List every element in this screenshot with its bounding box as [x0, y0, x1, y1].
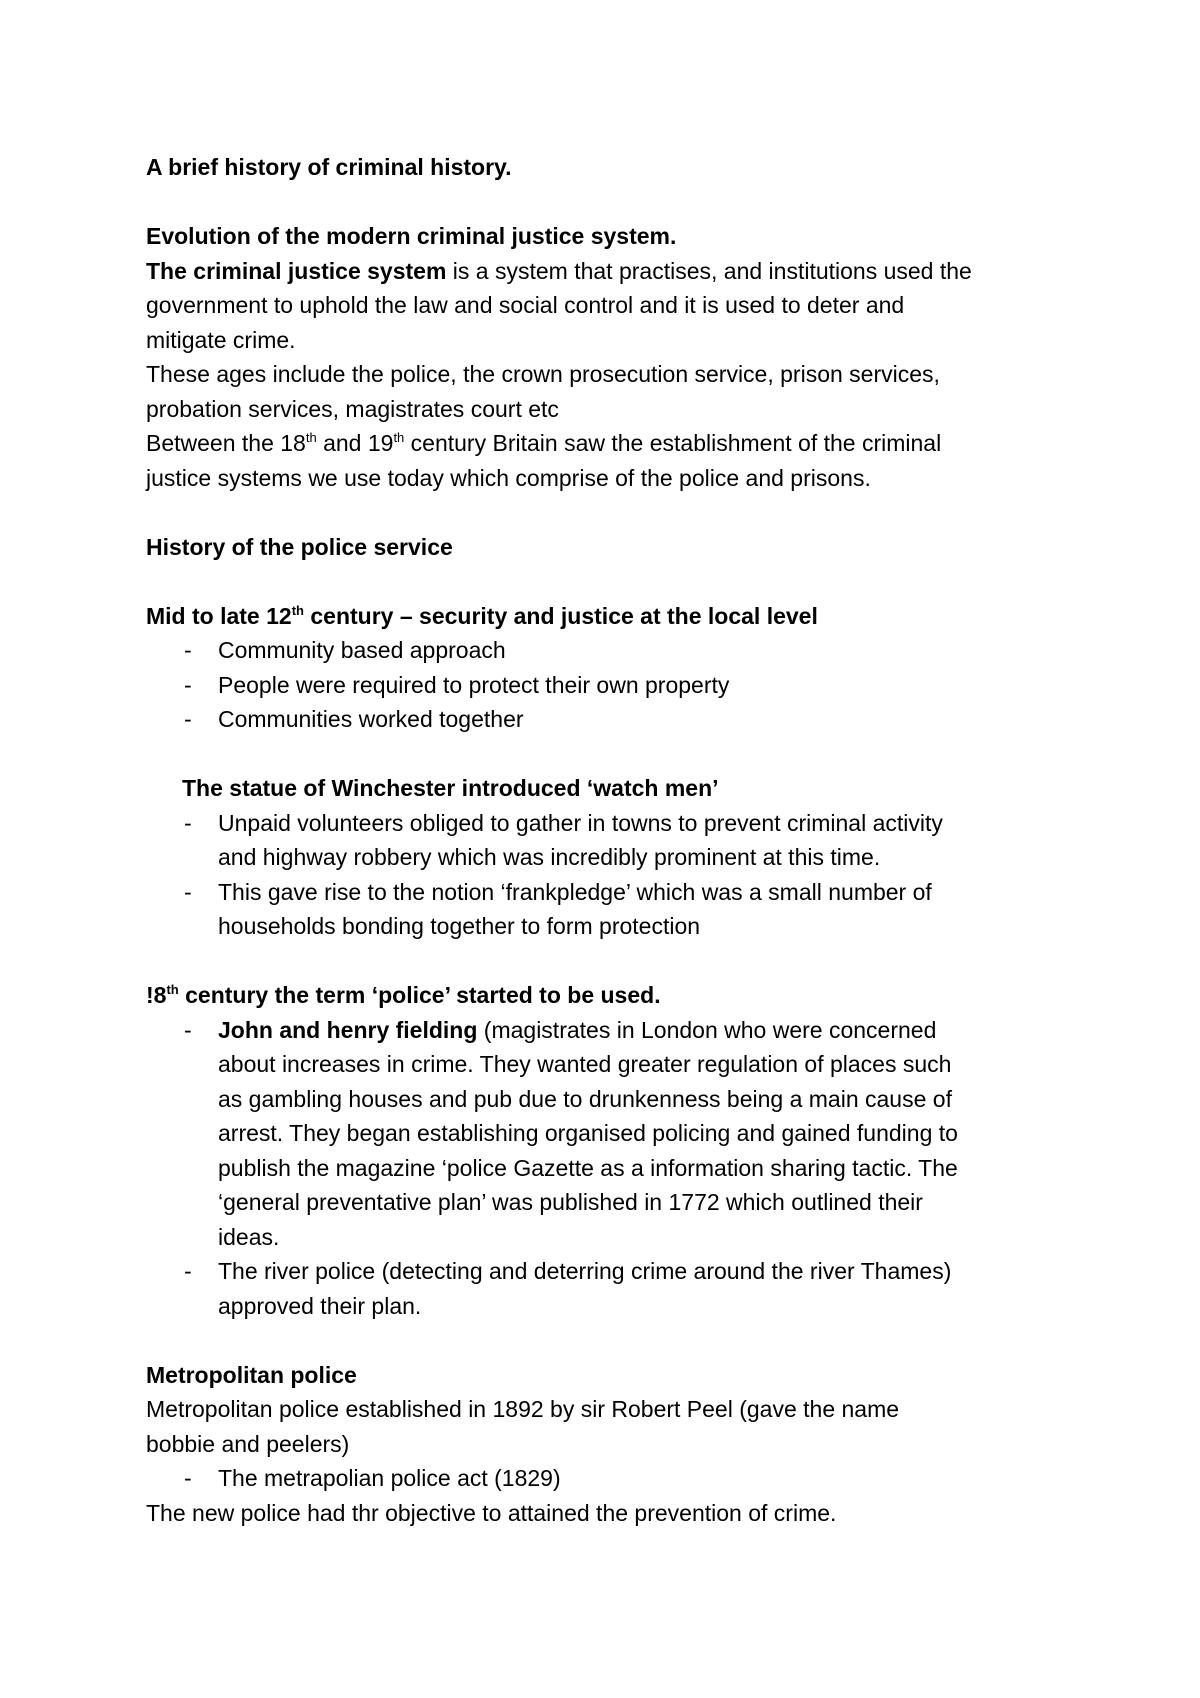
- spacer: [146, 737, 1066, 772]
- list-item: [146, 633, 1066, 668]
- establishment-text-c: century Britain saw the establishment of the criminal: [404, 430, 942, 456]
- establishment-text-a: Between the 18: [146, 430, 306, 456]
- intro-heading: Evolution of the modern criminal justice system.: [146, 223, 677, 249]
- heading-text-a: Mid to late 12: [146, 602, 292, 629]
- agencies-line-2: probation services, magistrates court etc: [146, 395, 559, 422]
- list-item: [146, 806, 1066, 841]
- bullet-dash: -: [184, 637, 192, 663]
- spacer: [146, 495, 1066, 530]
- list-item-text: Unpaid volunteers obliged to gather in towns to prevent criminal activity: [218, 809, 943, 836]
- bullet-dash: -: [184, 878, 192, 905]
- section-18th-century-heading: [146, 978, 1066, 1013]
- definition-line-1: [146, 254, 1066, 289]
- definition-line-2: government to uphold the law and social control and it is used to deter and: [146, 292, 905, 318]
- definition-term: The criminal justice system: [146, 257, 447, 284]
- list-item: [146, 1254, 1066, 1289]
- agencies-line-1: These ages include the police, the crown prosecution service, prison services,: [146, 361, 940, 387]
- list-item-continuation: about increases in crime. They wanted greater regulation of places such: [218, 1051, 952, 1077]
- list-item-text: The metrapolian police act (1829): [218, 1465, 561, 1491]
- list-item: [146, 875, 1066, 910]
- winchester-heading: The statue of Winchester introduced ‘watch men’: [182, 775, 719, 801]
- metropolitan-line-2: bobbie and peelers): [146, 1430, 350, 1457]
- establishment-line-2: justice systems we use today which comprise of the police and prisons.: [146, 464, 871, 491]
- spacer: [146, 185, 1066, 220]
- bullet-dash: -: [184, 671, 192, 698]
- list-item-continuation: households bonding together to form protection: [218, 913, 701, 939]
- list-item-text: The river police (detecting and deterring crime around the river Thames): [218, 1258, 952, 1284]
- list-item: [146, 1461, 1066, 1496]
- list-item-continuation: as gambling houses and pub due to drunkenness being a main cause of: [218, 1085, 952, 1112]
- list-item-text: This gave rise to the notion ‘frankpledge’ which was a small number of: [218, 878, 932, 905]
- bullet-dash: -: [184, 1016, 192, 1043]
- list-item-text: Community based approach: [218, 637, 506, 663]
- heading-text-b: century – security and justice at the local level: [303, 602, 818, 629]
- superscript: th: [305, 430, 317, 445]
- definition-line-3: mitigate crime.: [146, 326, 296, 353]
- list-item: [146, 668, 1066, 703]
- spacer: [146, 1323, 1066, 1358]
- heading-text-b: century the term ‘police’ started to be used.: [178, 982, 661, 1008]
- closing-line: The new police had thr objective to attained the prevention of crime.: [146, 1499, 837, 1526]
- list-item-text: (magistrates in London who were concerned: [477, 1016, 937, 1043]
- heading-text-a: !8: [146, 982, 167, 1008]
- spacer: [146, 944, 1066, 979]
- superscript: th: [291, 602, 304, 618]
- document-title: A brief history of criminal history.: [146, 154, 512, 180]
- superscript: th: [393, 430, 405, 445]
- list-item-text: People were required to protect their own property: [218, 671, 730, 698]
- establishment-text-b: and 19: [316, 430, 394, 456]
- list-item: [146, 702, 1066, 737]
- bullet-dash: -: [184, 706, 192, 732]
- fielding-name: John and henry fielding: [218, 1016, 478, 1043]
- list-item-continuation: publish the magazine ‘police Gazette as a information sharing tactic. The: [218, 1154, 958, 1181]
- list-item-continuation: and highway robbery which was incredibly prominent at this time.: [218, 844, 881, 870]
- establishment-line-1: [146, 426, 1066, 461]
- document-body: [146, 150, 1066, 1530]
- list-item-continuation: ‘general preventative plan’ was published in 1772 which outlined their: [218, 1189, 923, 1215]
- list-item: [146, 1013, 1066, 1048]
- list-item-continuation: ideas.: [218, 1223, 280, 1250]
- list-item-text: Communities worked together: [218, 706, 524, 732]
- police-history-heading: History of the police service: [146, 533, 453, 560]
- bullet-dash: -: [184, 1258, 192, 1284]
- list-item-continuation: approved their plan.: [218, 1292, 422, 1319]
- metropolitan-heading: Metropolitan police: [146, 1361, 357, 1388]
- metropolitan-line-1: Metropolitan police established in 1892 by sir Robert Peel (gave the name: [146, 1396, 900, 1422]
- bullet-dash: -: [184, 1465, 192, 1491]
- bullet-dash: -: [184, 809, 192, 836]
- superscript: th: [166, 982, 179, 997]
- section-12th-century-heading: [146, 599, 1066, 634]
- list-item-continuation: arrest. They began establishing organised policing and gained funding to: [218, 1120, 958, 1146]
- spacer: [146, 564, 1066, 599]
- definition-text: is a system that practises, and institutions used the: [446, 257, 972, 284]
